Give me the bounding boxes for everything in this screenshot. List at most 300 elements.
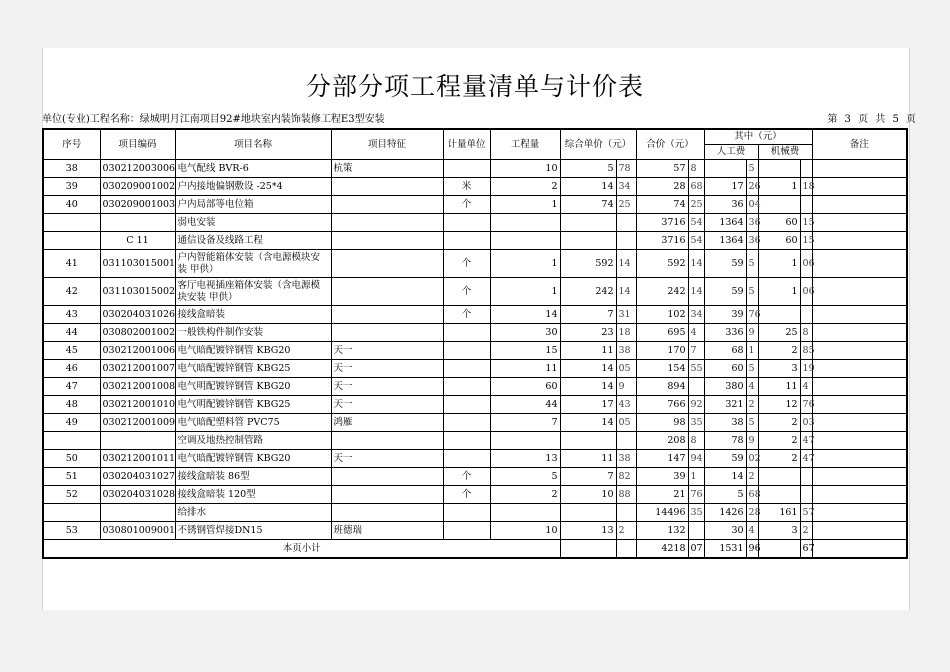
row-machine-int bbox=[758, 306, 800, 324]
row-note bbox=[812, 278, 907, 306]
row-qty: 30 bbox=[490, 324, 560, 342]
row-total-dec: 35 bbox=[688, 414, 704, 432]
row-total-dec: 14 bbox=[688, 278, 704, 306]
row-qty: 60 bbox=[490, 378, 560, 396]
header-machine: 机械费 bbox=[758, 145, 812, 160]
row-total-dec: 4 bbox=[688, 324, 704, 342]
row-name: 户内智能箱体安装（含电源模块安装 甲供） bbox=[175, 250, 331, 278]
row-unit-price-dec bbox=[616, 504, 636, 522]
row-seq: 38 bbox=[43, 160, 100, 178]
row-unit-price-dec: 82 bbox=[616, 468, 636, 486]
row-note bbox=[812, 160, 907, 178]
row-qty: 1 bbox=[490, 250, 560, 278]
row-total-int: 766 bbox=[636, 396, 688, 414]
row-total-int: 170 bbox=[636, 342, 688, 360]
row-labor-dec: 5 bbox=[746, 278, 758, 306]
row-seq: 40 bbox=[43, 196, 100, 214]
row-seq: 52 bbox=[43, 486, 100, 504]
row-unit-price-int bbox=[560, 432, 616, 450]
row-labor-dec: 2 bbox=[746, 396, 758, 414]
row-labor-int: 5 bbox=[704, 486, 746, 504]
header-unit: 计量单位 bbox=[443, 129, 490, 160]
row-note bbox=[812, 522, 907, 540]
row-name: 客厅电视插座箱体安装（含电源模块安装 甲供） bbox=[175, 278, 331, 306]
row-note bbox=[812, 196, 907, 214]
row-feature bbox=[331, 278, 443, 306]
row-unit-price-int bbox=[560, 232, 616, 250]
row-note bbox=[812, 178, 907, 196]
row-qty: 1 bbox=[490, 278, 560, 306]
row-note bbox=[812, 432, 907, 450]
subtotal-labor-dec: 96 bbox=[746, 540, 758, 559]
row-code: 030212001009 bbox=[100, 414, 175, 432]
row-unit bbox=[443, 324, 490, 342]
row-labor-int: 1426 bbox=[704, 504, 746, 522]
row-machine-int: 60 bbox=[758, 214, 800, 232]
row-note bbox=[812, 396, 907, 414]
row-feature bbox=[331, 324, 443, 342]
row-unit bbox=[443, 378, 490, 396]
row-machine-dec: 47 bbox=[800, 432, 812, 450]
row-total-dec: 7 bbox=[688, 342, 704, 360]
page-title: 分部分项工程量清单与计价表 bbox=[305, 72, 644, 101]
row-total-int: 74 bbox=[636, 196, 688, 214]
row-unit-price-dec: 14 bbox=[616, 250, 636, 278]
row-unit-price-int: 14 bbox=[560, 378, 616, 396]
table-row bbox=[43, 324, 907, 342]
row-total-dec: 54 bbox=[688, 214, 704, 232]
row-unit-price-dec: 05 bbox=[616, 414, 636, 432]
row-machine-dec bbox=[800, 468, 812, 486]
row-labor-dec: 04 bbox=[746, 196, 758, 214]
row-seq: 50 bbox=[43, 450, 100, 468]
row-machine-int: 1 bbox=[758, 178, 800, 196]
row-code: 030212003006 bbox=[100, 160, 175, 178]
row-code: 030204031028 bbox=[100, 486, 175, 504]
table-row bbox=[43, 414, 907, 432]
row-feature: 天一 bbox=[331, 360, 443, 378]
row-note bbox=[812, 468, 907, 486]
row-labor-int: 59 bbox=[704, 450, 746, 468]
row-labor-dec: 26 bbox=[746, 178, 758, 196]
row-machine-int: 25 bbox=[758, 324, 800, 342]
row-labor-int: 30 bbox=[704, 522, 746, 540]
row-total-dec: 76 bbox=[688, 486, 704, 504]
row-feature bbox=[331, 486, 443, 504]
header-name: 项目名称 bbox=[175, 129, 331, 160]
row-unit bbox=[443, 342, 490, 360]
row-unit-price-dec: 9 bbox=[616, 378, 636, 396]
row-feature bbox=[331, 468, 443, 486]
row-total-int: 695 bbox=[636, 324, 688, 342]
row-unit-price-int: 14 bbox=[560, 360, 616, 378]
row-labor-dec: 5 bbox=[746, 414, 758, 432]
row-name: 户内接地偏钢敷设 -25*4 bbox=[175, 178, 331, 196]
table-row bbox=[43, 522, 907, 540]
row-total-int: 21 bbox=[636, 486, 688, 504]
row-total-dec: 1 bbox=[688, 468, 704, 486]
row-total-dec: 8 bbox=[688, 432, 704, 450]
table-row bbox=[43, 504, 907, 522]
row-name: 一般铁构件制作安装 bbox=[175, 324, 331, 342]
row-machine-dec bbox=[800, 306, 812, 324]
row-feature: 天一 bbox=[331, 378, 443, 396]
row-machine-dec: 15 bbox=[800, 214, 812, 232]
row-total-int: 208 bbox=[636, 432, 688, 450]
row-note bbox=[812, 324, 907, 342]
row-labor-dec: 36 bbox=[746, 232, 758, 250]
row-total-int: 3716 bbox=[636, 214, 688, 232]
row-note bbox=[812, 232, 907, 250]
row-qty bbox=[490, 214, 560, 232]
table-row bbox=[43, 432, 907, 450]
row-unit-price-int: 11 bbox=[560, 450, 616, 468]
row-seq bbox=[43, 432, 100, 450]
row-seq: 44 bbox=[43, 324, 100, 342]
row-machine-dec: 18 bbox=[800, 178, 812, 196]
row-labor-int: 336 bbox=[704, 324, 746, 342]
row-labor-int: 36 bbox=[704, 196, 746, 214]
row-unit: 个 bbox=[443, 196, 490, 214]
row-machine-dec bbox=[800, 160, 812, 178]
row-name: 接线盒暗装 86型 bbox=[175, 468, 331, 486]
row-total-dec: 92 bbox=[688, 396, 704, 414]
row-labor-dec: 9 bbox=[746, 432, 758, 450]
row-machine-int bbox=[758, 468, 800, 486]
row-labor-dec: 02 bbox=[746, 450, 758, 468]
bill-table bbox=[42, 128, 908, 559]
row-feature bbox=[331, 232, 443, 250]
row-total-int: 147 bbox=[636, 450, 688, 468]
row-code: 030212001008 bbox=[100, 378, 175, 396]
row-seq: 42 bbox=[43, 278, 100, 306]
row-unit bbox=[443, 396, 490, 414]
row-qty: 7 bbox=[490, 414, 560, 432]
subtotal-labor-int: 1531 bbox=[704, 540, 746, 559]
row-unit-price-int: 242 bbox=[560, 278, 616, 306]
row-labor-int: 78 bbox=[704, 432, 746, 450]
row-machine-int: 3 bbox=[758, 360, 800, 378]
row-labor-int: 60 bbox=[704, 360, 746, 378]
row-unit-price-dec: 25 bbox=[616, 196, 636, 214]
row-unit-price-int: 14 bbox=[560, 414, 616, 432]
row-feature: 天一 bbox=[331, 450, 443, 468]
header-total: 合价（元） bbox=[636, 129, 704, 160]
row-seq: 46 bbox=[43, 360, 100, 378]
row-unit bbox=[443, 504, 490, 522]
row-total-dec: 94 bbox=[688, 450, 704, 468]
row-unit: 个 bbox=[443, 306, 490, 324]
row-machine-dec: 2 bbox=[800, 522, 812, 540]
row-total-dec bbox=[688, 522, 704, 540]
row-note bbox=[812, 360, 907, 378]
row-labor-int: 59 bbox=[704, 278, 746, 306]
row-code: 030209001003 bbox=[100, 196, 175, 214]
row-labor-int: 38 bbox=[704, 414, 746, 432]
row-feature: 天一 bbox=[331, 396, 443, 414]
row-machine-int bbox=[758, 486, 800, 504]
row-qty: 14 bbox=[490, 306, 560, 324]
row-machine-dec bbox=[800, 196, 812, 214]
row-seq: 48 bbox=[43, 396, 100, 414]
row-unit-price-dec bbox=[616, 214, 636, 232]
row-name: 电气暗配镀锌钢管 KBG25 bbox=[175, 360, 331, 378]
row-machine-dec: 15 bbox=[800, 232, 812, 250]
row-name: 通信设备及线路工程 bbox=[175, 232, 331, 250]
row-code: C 11 bbox=[100, 232, 175, 250]
row-seq: 47 bbox=[43, 378, 100, 396]
row-unit: 个 bbox=[443, 486, 490, 504]
row-labor-dec: 2 bbox=[746, 468, 758, 486]
row-unit-price-dec: 88 bbox=[616, 486, 636, 504]
row-total-dec: 54 bbox=[688, 232, 704, 250]
row-feature bbox=[331, 196, 443, 214]
row-qty: 44 bbox=[490, 396, 560, 414]
row-name: 弱电安装 bbox=[175, 214, 331, 232]
row-total-int: 154 bbox=[636, 360, 688, 378]
row-code bbox=[100, 214, 175, 232]
row-unit bbox=[443, 450, 490, 468]
row-name: 电气暗配镀锌钢管 KBG20 bbox=[175, 450, 331, 468]
row-qty bbox=[490, 504, 560, 522]
row-unit-price-int: 23 bbox=[560, 324, 616, 342]
row-qty: 2 bbox=[490, 178, 560, 196]
row-note bbox=[812, 486, 907, 504]
row-total-dec: 14 bbox=[688, 250, 704, 278]
row-qty: 2 bbox=[490, 486, 560, 504]
row-labor-dec: 28 bbox=[746, 504, 758, 522]
table-row bbox=[43, 378, 907, 396]
row-unit bbox=[443, 232, 490, 250]
row-labor-int: 59 bbox=[704, 250, 746, 278]
row-feature: 班德瑞 bbox=[331, 522, 443, 540]
row-code: 030212001007 bbox=[100, 360, 175, 378]
row-unit bbox=[443, 432, 490, 450]
subtotal-machine-int bbox=[758, 540, 800, 559]
row-unit: 个 bbox=[443, 468, 490, 486]
table-row bbox=[43, 232, 907, 250]
row-note bbox=[812, 342, 907, 360]
row-labor-dec: 4 bbox=[746, 378, 758, 396]
row-feature: 鸿雁 bbox=[331, 414, 443, 432]
row-code: 030801009001 bbox=[100, 522, 175, 540]
row-unit bbox=[443, 360, 490, 378]
row-feature: 天一 bbox=[331, 342, 443, 360]
subtotal-total-int: 4218 bbox=[636, 540, 688, 559]
table-row bbox=[43, 306, 907, 324]
row-machine-dec: 76 bbox=[800, 396, 812, 414]
row-note bbox=[812, 250, 907, 278]
row-feature bbox=[331, 306, 443, 324]
row-note bbox=[812, 414, 907, 432]
row-name: 接线盒暗装 bbox=[175, 306, 331, 324]
row-machine-int: 2 bbox=[758, 432, 800, 450]
row-code: 031103015001 bbox=[100, 250, 175, 278]
row-qty: 1 bbox=[490, 196, 560, 214]
header-qty: 工程量 bbox=[490, 129, 560, 160]
row-name: 电气明配镀锌钢管 KBG25 bbox=[175, 396, 331, 414]
row-unit-price-dec: 43 bbox=[616, 396, 636, 414]
row-name: 接线盒暗装 120型 bbox=[175, 486, 331, 504]
row-seq bbox=[43, 504, 100, 522]
row-unit bbox=[443, 414, 490, 432]
subtotal-row bbox=[43, 540, 907, 559]
row-total-int: 102 bbox=[636, 306, 688, 324]
row-machine-int: 12 bbox=[758, 396, 800, 414]
header-unit-price: 综合单价（元） bbox=[560, 129, 636, 160]
row-total-dec: 8 bbox=[688, 160, 704, 178]
subtotal-total-dec: 07 bbox=[688, 540, 704, 559]
row-total-int: 14496 bbox=[636, 504, 688, 522]
header-feature: 项目特征 bbox=[331, 129, 443, 160]
table-row bbox=[43, 468, 907, 486]
row-unit-price-int: 13 bbox=[560, 522, 616, 540]
row-machine-int: 3 bbox=[758, 522, 800, 540]
row-unit-price-dec: 38 bbox=[616, 450, 636, 468]
row-code: 030212001010 bbox=[100, 396, 175, 414]
row-unit bbox=[443, 160, 490, 178]
row-machine-dec: 85 bbox=[800, 342, 812, 360]
row-total-int: 242 bbox=[636, 278, 688, 306]
row-note bbox=[812, 306, 907, 324]
table-row bbox=[43, 196, 907, 214]
row-name: 不锈钢管焊接DN15 bbox=[175, 522, 331, 540]
row-qty: 10 bbox=[490, 522, 560, 540]
row-seq: 49 bbox=[43, 414, 100, 432]
row-feature: 杭策 bbox=[331, 160, 443, 178]
row-name: 电气明配镀锌钢管 KBG20 bbox=[175, 378, 331, 396]
row-labor-int: 321 bbox=[704, 396, 746, 414]
row-machine-int: 1 bbox=[758, 278, 800, 306]
row-unit-price-dec: 78 bbox=[616, 160, 636, 178]
row-unit-price-int: 74 bbox=[560, 196, 616, 214]
row-unit: 个 bbox=[443, 278, 490, 306]
row-name: 电气暗配塑料管 PVC75 bbox=[175, 414, 331, 432]
row-seq: 41 bbox=[43, 250, 100, 278]
row-total-dec: 34 bbox=[688, 306, 704, 324]
row-qty bbox=[490, 232, 560, 250]
row-unit-price-int: 7 bbox=[560, 468, 616, 486]
row-qty bbox=[490, 432, 560, 450]
row-total-int: 28 bbox=[636, 178, 688, 196]
row-qty: 10 bbox=[490, 160, 560, 178]
row-labor-dec: 5 bbox=[746, 250, 758, 278]
row-labor-dec: 4 bbox=[746, 522, 758, 540]
row-machine-int: 2 bbox=[758, 414, 800, 432]
row-unit-price-int bbox=[560, 214, 616, 232]
row-labor-int: 39 bbox=[704, 306, 746, 324]
project-info: 单位(专业)工程名称：绿城明月江南项目92#地块室内装饰装修工程E3型安装 bbox=[42, 114, 385, 125]
row-unit-price-int bbox=[560, 504, 616, 522]
row-unit-price-int: 7 bbox=[560, 306, 616, 324]
row-labor-dec: 76 bbox=[746, 306, 758, 324]
row-total-int: 592 bbox=[636, 250, 688, 278]
row-total-int: 98 bbox=[636, 414, 688, 432]
table-row bbox=[43, 160, 907, 178]
row-note bbox=[812, 504, 907, 522]
row-name: 空调及地热控制管路 bbox=[175, 432, 331, 450]
row-seq bbox=[43, 214, 100, 232]
row-machine-int: 2 bbox=[758, 342, 800, 360]
header-note: 备注 bbox=[812, 129, 907, 160]
row-unit-price-int: 10 bbox=[560, 486, 616, 504]
row-machine-int: 1 bbox=[758, 250, 800, 278]
row-labor-int: 380 bbox=[704, 378, 746, 396]
row-machine-dec: 8 bbox=[800, 324, 812, 342]
header-seq: 序号 bbox=[43, 129, 100, 160]
row-unit-price-dec: 14 bbox=[616, 278, 636, 306]
subtotal-label: 本页小计 bbox=[43, 540, 560, 559]
table-row bbox=[43, 214, 907, 232]
row-unit: 个 bbox=[443, 250, 490, 278]
table-row bbox=[43, 396, 907, 414]
row-unit-price-dec: 18 bbox=[616, 324, 636, 342]
row-feature bbox=[331, 504, 443, 522]
row-qty: 11 bbox=[490, 360, 560, 378]
row-machine-dec: 06 bbox=[800, 278, 812, 306]
row-machine-dec: 47 bbox=[800, 450, 812, 468]
row-name: 给排水 bbox=[175, 504, 331, 522]
header-of-which: 其中（元） bbox=[704, 129, 812, 145]
row-unit-price-int: 5 bbox=[560, 160, 616, 178]
row-total-int: 57 bbox=[636, 160, 688, 178]
row-qty: 13 bbox=[490, 450, 560, 468]
row-total-dec: 35 bbox=[688, 504, 704, 522]
header-code: 项目编码 bbox=[100, 129, 175, 160]
row-machine-dec: 19 bbox=[800, 360, 812, 378]
table-row bbox=[43, 342, 907, 360]
row-unit-price-dec: 34 bbox=[616, 178, 636, 196]
row-total-int: 132 bbox=[636, 522, 688, 540]
row-machine-int: 11 bbox=[758, 378, 800, 396]
row-unit-price-dec bbox=[616, 432, 636, 450]
row-labor-int bbox=[704, 160, 746, 178]
row-unit-price-dec: 2 bbox=[616, 522, 636, 540]
row-note bbox=[812, 450, 907, 468]
row-unit-price-dec: 31 bbox=[616, 306, 636, 324]
row-total-int: 894 bbox=[636, 378, 688, 396]
row-code: 031103015002 bbox=[100, 278, 175, 306]
row-unit-price-dec bbox=[616, 232, 636, 250]
row-code bbox=[100, 432, 175, 450]
row-qty: 15 bbox=[490, 342, 560, 360]
row-total-dec: 55 bbox=[688, 360, 704, 378]
table-row bbox=[43, 278, 907, 306]
table-row bbox=[43, 486, 907, 504]
row-seq: 45 bbox=[43, 342, 100, 360]
row-seq: 43 bbox=[43, 306, 100, 324]
row-name: 户内局部等电位箱 bbox=[175, 196, 331, 214]
row-qty: 5 bbox=[490, 468, 560, 486]
row-code: 030212001011 bbox=[100, 450, 175, 468]
row-code: 030212001006 bbox=[100, 342, 175, 360]
row-seq bbox=[43, 232, 100, 250]
subtotal-machine-dec: 67 bbox=[800, 540, 812, 559]
row-labor-int: 1364 bbox=[704, 232, 746, 250]
row-code: 030802001002 bbox=[100, 324, 175, 342]
row-labor-int: 68 bbox=[704, 342, 746, 360]
row-unit bbox=[443, 522, 490, 540]
row-labor-dec: 36 bbox=[746, 214, 758, 232]
row-code: 030209001002 bbox=[100, 178, 175, 196]
row-code bbox=[100, 504, 175, 522]
row-unit-price-dec: 05 bbox=[616, 360, 636, 378]
row-labor-dec: 68 bbox=[746, 486, 758, 504]
row-machine-int bbox=[758, 160, 800, 178]
row-labor-int: 17 bbox=[704, 178, 746, 196]
row-labor-dec: 9 bbox=[746, 324, 758, 342]
row-name: 电气配线 BVR-6 bbox=[175, 160, 331, 178]
